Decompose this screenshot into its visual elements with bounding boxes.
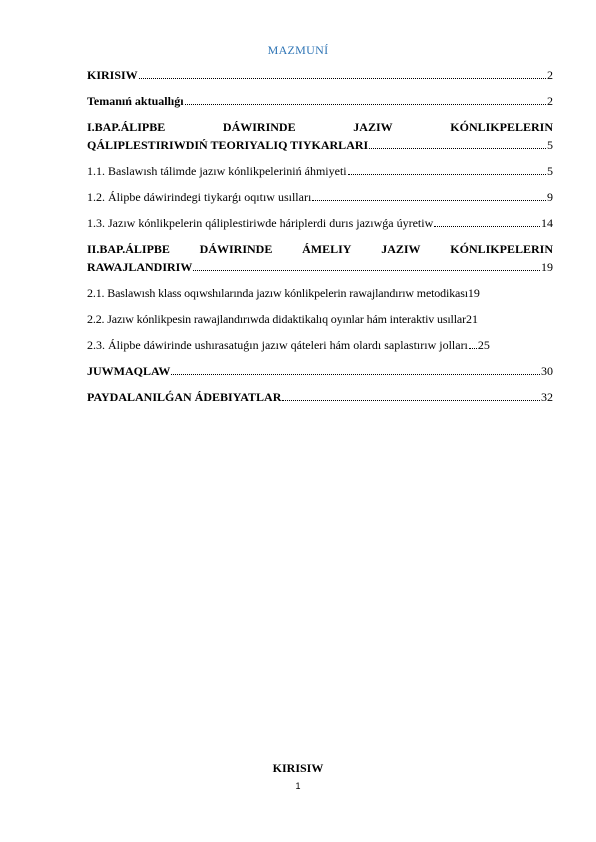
toc-page-number: 32 <box>541 390 553 404</box>
chapter-word: II.BAP.ÁLIPBE <box>87 242 170 256</box>
toc-entry-label: RAWAJLANDIRIW <box>87 260 193 274</box>
toc-entry-bap2[interactable] <box>87 240 553 276</box>
chapter-word: DÁWIRINDE <box>199 242 273 256</box>
toc-entry-label: 1.2. Álipbe dáwirindegi tiykarǵı oqıtıw usılları <box>87 190 312 204</box>
chapter-word: KÓNLIKPELERIN <box>450 120 553 134</box>
toc-entry-label: KIRISIW <box>87 68 138 82</box>
toc-entry-1-2[interactable] <box>87 188 553 206</box>
toc-entry-label: QÁLIPLESTIRIWDIŃ TEORIYALIQ TIYKARLARI <box>87 138 369 152</box>
page-title: MAZMUNÍ <box>267 43 329 57</box>
toc-entry-juwmaqlaw[interactable] <box>87 362 553 380</box>
toc-entry-2-1[interactable] <box>87 284 553 302</box>
dot-leader <box>369 148 546 149</box>
dot-leader <box>139 78 546 79</box>
chapter-heading-line <box>87 240 553 258</box>
chapter-heading-line <box>87 258 553 276</box>
toc-entry-label: JUWMAQLAW <box>87 364 171 378</box>
chapter-heading-line <box>87 118 553 136</box>
toc-entry-2-2[interactable] <box>87 310 553 328</box>
chapter-word: DÁWIRINDE <box>222 120 296 134</box>
toc-entry-label: 1.1. Baslawısh tálimde jazıw kónlikpeleriniń áhmiyeti <box>87 164 347 178</box>
dot-leader <box>171 374 540 375</box>
toc-page-number: 19 <box>541 260 553 274</box>
toc-entry-adebiyatlar[interactable] <box>87 388 553 406</box>
dot-leader <box>348 174 546 175</box>
toc-entry-1-3[interactable] <box>87 214 553 232</box>
toc-page-number: 14 <box>541 216 553 230</box>
toc-entry-label: 2.3. Álipbe dáwirinde ushırasatuǵın jazıw qáteleri hám olardı saplastırıw jolları <box>87 338 468 352</box>
chapter-word: ÁMELIY <box>302 242 352 256</box>
dot-leader <box>312 200 546 201</box>
toc-page-number: 5 <box>547 138 553 152</box>
table-of-contents <box>87 66 553 406</box>
toc-page-number: 21 <box>465 312 478 326</box>
toc-page-number: 5 <box>547 164 553 178</box>
chapter-word: JAZIW <box>381 242 421 256</box>
page-number: 1 <box>295 781 301 791</box>
toc-page-number: 25 <box>477 338 490 352</box>
toc-entry-bap1[interactable] <box>87 118 553 154</box>
toc-page-number: 30 <box>541 364 553 378</box>
toc-entry-label: Temanıń aktuallıǵı <box>87 94 184 108</box>
toc-entry-label: 2.1. Baslawısh klass oqıwshılarında jazıw kónlikpelerin rawajlandırıw metodikası <box>87 286 468 300</box>
toc-page-number: 19 <box>467 286 480 300</box>
dot-leader <box>193 270 540 271</box>
toc-entry-aktuallygi[interactable] <box>87 92 553 110</box>
dot-leader <box>434 226 540 227</box>
toc-entry-label: 1.3. Jazıw kónlikpelerin qáliplestiriwde háriplerdi durıs jazıwǵa úyretiw <box>87 216 434 230</box>
chapter-word: KÓNLIKPELERIN <box>450 242 553 256</box>
toc-entry-kirisiw[interactable] <box>87 66 553 84</box>
chapter-word: JAZIW <box>353 120 393 134</box>
toc-entry-2-3[interactable] <box>87 336 553 354</box>
dot-leader <box>469 348 477 349</box>
chapter-word: I.BAP.ÁLIPBE <box>87 120 166 134</box>
dot-leader <box>282 400 540 401</box>
next-section-heading: KIRISIW <box>272 761 324 775</box>
toc-entry-label: PAYDALANILǴAN ÁDEBIYATLAR <box>87 390 282 404</box>
dot-leader <box>185 104 546 105</box>
chapter-heading-line <box>87 136 553 154</box>
toc-entry-1-1[interactable] <box>87 162 553 180</box>
toc-entry-label: 2.2. Jazıw kónlikpesin rawajlandırıwda didaktikalıq oyınlar hám interaktiv usıllar <box>87 312 466 326</box>
toc-page-number: 9 <box>547 190 553 204</box>
toc-page-number: 2 <box>547 94 553 108</box>
toc-page-number: 2 <box>547 68 553 82</box>
